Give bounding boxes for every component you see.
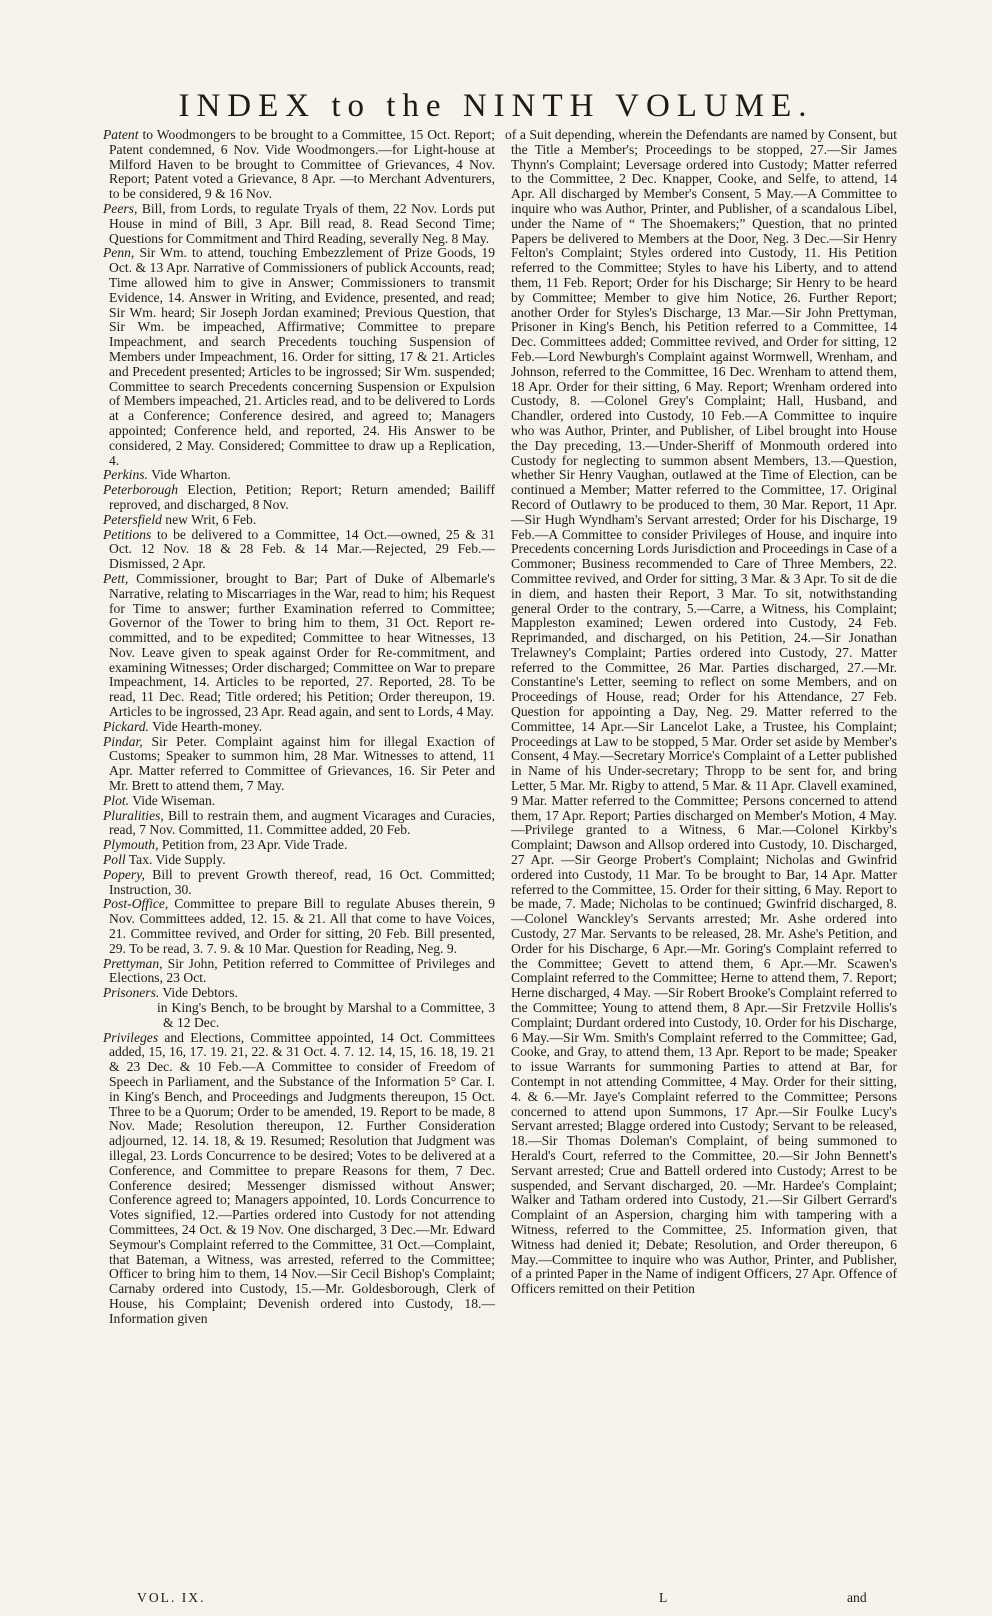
entry-text: Sir Wm. to attend, touching Embezzlement of Prize Goods, 19 Oct. & 13 Apr. Narrative of Commissioners of publick Accounts, read; Time allowed him to give in Answer; Commissioners to transmit Evidence, 14. Answer in Writing, and Evidence, presented, and read; Sir Wm. heard; Sir Joseph Jordan examined; Previous Question, that Sir Wm. be impeached, Affirmative; Committee to prepare Impeachment, and search Precedents touching Suspension of Members under Impeachment, 16. Order for sitting, 17 & 21. Articles and Precedent presented; Articles to be ingrossed; Sir Wm. suspended; Committee to search Precedents concerning Suspension or Expulsion of Members impeached, 21. Articles read, and to be delivered to Lords at a Conference; Conference desired, and agreed to; Managers appointed; Conference held, and reported, 24. His Answer to be considered, 2 May. Considered; Committee to draw up a Replication, 4.	[109, 245, 495, 468]
index-entry	[103, 572, 495, 720]
index-entry	[103, 513, 495, 528]
entry-heading: Petitions	[103, 526, 152, 542]
right-column	[505, 128, 897, 1297]
index-entry	[103, 128, 495, 202]
entry-heading: Post-Office,	[103, 896, 169, 912]
entry-text: Election, Petition; Report; Return amended; Bailiff reproved, and discharged, 8 Nov.	[109, 482, 495, 512]
index-entry	[103, 794, 495, 809]
signature-mark: L	[659, 1590, 668, 1605]
entry-heading: Pett,	[103, 570, 129, 586]
entry-heading: Perkins.	[103, 467, 148, 483]
entry-text: Petition from, 23 Apr. Vide Trade.	[158, 837, 348, 853]
index-entry	[103, 897, 495, 956]
entry-text: in King's Bench, to be brought by Marshal to a Committee, 3 & 12 Dec.	[157, 1000, 495, 1030]
entry-heading: Penn,	[103, 245, 135, 261]
entry-text: Vide Wiseman.	[129, 792, 216, 808]
index-entry	[103, 483, 495, 513]
index-entry	[103, 868, 495, 898]
entry-heading: Pindar,	[103, 733, 143, 749]
entry-text: Bill to restrain them, and augment Vicarages and Curacies, read, 7 Nov. Committed, 11. Committee added, 20 Feb.	[109, 807, 495, 838]
index-entry-continuation: of a Suit depending, wherein the Defendants are named by Consent, but the Title a Member's; Proceedings to be stopped, 27.—Sir James Thynn's Complaint; Leversage ordered into Custody; Matter referred to the Committee, 2 Dec. Knapper, Cooke, and Selfe, to attend, 14 Apr. All discharged by Member's Consent, 5 May.—A Committee to inquire who was Author, Printer, and Publisher, of a scandalous Libel, under the Name of “ The Shoemakers;” Question, that no printed Papers be delivered to Members at the Door, Neg. 3 Dec.—Sir Henry Felton's Complaint; Styles ordered into Custody, 11. His Petition referred to the Committee; Styles to have his Liberty, and to attend them, 11 Feb. Report; Order for his Discharge; Sir Henry to be heard by Committee; Member to give him Notice, 26. Further Report; another Order for Styles's Discharge, 13 Mar.—Sir John Prettyman, Prisoner in King's Bench, his Petition referred to a Committee, 14 Dec. Committees added; Committee revived, and Order for sitting, 12 Feb.—Lord Newburgh's Complaint against Wormwell, Wrenham, and Johnson, referred to the Committee, 16 Dec. Wrenham to attend them, 18 Apr. Order for their sitting, 6 May. Report; Wrenham ordered into Custody, 8. —Colonel Grey's Complaint; Hall, Husband, and Chandler, ordered into Custody, 10 Feb.—A Committee to inquire who was Author, Printer, and Publisher, of Libel brought into House the Day preceding, 13.—Under-Sheriff of Monmouth ordered into Custody for neglecting to summon absent Members, 13.—Question, whether Sir Henry Vaughan, outlawed at the Time of Election, can be continued a Member; Matter referred to the Committee, 17. Original Record of Outlawry to be produced to them, 30 Mar. Report, 11 Apr. —Sir Hugh Wyndham's Servant arrested; Order for his Discharge, 19 Feb.—A Committee to consider Privileges of House, and inquire into Precedents concerning Lords Jurisdiction and Proceedings in Case of a Commoner; Business recommended to Care of Three Members, 22. Committee revived, and Order for sitting, 3 Mar. & 3 Apr. To sit de die in diem, and hasten their Report, 3 Mar. To sit, notwithstanding general Order to the contrary, 5.—Carre, a Witness, his Complaint; Mappleston examined; Lewen ordered into Custody, 24 Feb. Reprimanded, and discharged, on his Petition, 24.—Sir Jonathan Trelawney's Complaint; Parties ordered into Custody, 27. Matter referred to the Committee, 26 Mar. Parties discharged, 27.—Mr. Constantine's Letter, seeming to reflect on some Members, and on Proceedings of House, read; Order for his Attendance, 27 Feb. Question for appointing a Day, Neg. 29. Matter referred to the Committee, 14 Apr.—Sir Lancelot Lake, a Trustee, his Complaint; Proceedings at Law to be stopped, 5 Mar. Order set aside by Member's Consent, 4 May.—Secretary Morrice's Complaint of a Letter published in Name of his Under-secretary; Thropp to be sent for, and bring Letter, 5 Mar. Mr. Rigby to attend, 5 Mar. & 11 Apr. Clavell examined, 9 Mar. Matter referred to the Committee; Persons concerned to attend them, 17 Apr. Report; Parties discharged on Member's Motion, 4 May.—Privilege granted to a Witness, 6 Mar.—Colonel Kirkby's Complaint; Dawson and Allsop ordered into Custody, 10. Discharged, 27 Apr. —Sir George Probert's Complaint; Nicholas and Gwinfrid ordered into Custody, 11 Mar. To be brought to Bar, 14 Apr. Matter referred to the Committee, 15. Order for their sitting, 6 May. Report to be made, 7. Made; Nicholas to be continued; Gwinfrid discharged, 8.—Colonel Wanckley's Servants arrested; Mr. Ashe ordered into Custody, 27 Mar. Servants to be released, 28. Mr. Ashe's Petition, and Order for his Discharge, 6 Apr.—Mr. Goring's Complaint referred to the Committee; Gevett to attend them, 6 Apr.—Mr. Scawen's Complaint referred to the Committee; Herne to attend them, 7. Report; Herne discharged, 4 May. —Sir Robert Brooke's Complaint referred to the Committee; Young to attend them, 8 Apr.—Sir Fretzvile Hollis's Complaint; Durdant ordered into Custody, 10. Order for his Discharge, 6 May.—Sir Wm. Smith's Complaint referred to the Committee; Gad, Cooke, and Gray, to attend them, 13 Apr. Report to be made; Speaker to issue Warrants for summoning Parties to attend at Bar, for Contempt in not attending Committee, 4 May. Order for their sitting, 4. & 6.—Mr. Jaye's Complaint referred to the Committee; Persons concerned to attend upon Summons, 17 Apr.—Sir Foulke Lucy's Servant arrested; Blagge ordered into Custody; Servant to be released, 18.—Sir Thomas Doleman's Complaint, of being summoned to Herald's Court, referred to the Committee, 20.—Sir John Bennett's Servant arrested; Crue and Battell ordered into Custody; Arrest to be suspended, and Servant discharged, 20. —Mr. Hardee's Complaint; Walker and Tatham ordered into Custody, 21.—Sir Gilbert Gerrard's Complaint of an Aspersion, charging him with tampering with a Witness, referred to the Committee, 25. Information given, that Witness had denied it; Debate; Resolution, and Order thereupon, 6 May.—Committee to inquire who was Author, Printer, and Publisher, of a printed Paper in the Name of indigent Officers, 27 Apr. Offence of Officers remitted on their Petition	[505, 127, 897, 1297]
index-entry	[103, 1031, 495, 1327]
entry-text: Tax. Vide Supply.	[125, 852, 226, 868]
entry-heading: Pickard.	[103, 718, 149, 734]
entry-text: new Writ, 6 Feb.	[161, 511, 257, 527]
entry-text: Vide Wharton.	[147, 467, 231, 483]
entry-text: Sir Peter. Complaint against him for illegal Exaction of Customs; Speaker to summon him, 28 Mar. Witnesses to attend, 11 Apr. Matter referred to Committee of Grievances, 16. Sir Peter and Mr. Brett to attend them, 7 May.	[109, 733, 495, 794]
entry-heading: Poll	[103, 852, 126, 868]
entry-heading: Petersfield	[103, 511, 162, 527]
entry-heading: Prisoners.	[103, 985, 160, 1001]
entry-heading: Peterborough	[103, 482, 179, 498]
index-entry	[103, 735, 495, 794]
entry-text: Sir John, Petition referred to Committee of Privileges and Elections, 23 Oct.	[109, 955, 495, 986]
index-entry	[103, 986, 495, 1001]
entry-heading: Patent	[103, 127, 139, 142]
index-entry	[103, 957, 495, 987]
entry-text: Vide Debtors.	[159, 985, 238, 1001]
index-entry	[103, 720, 495, 735]
page-title: INDEX to the NINTH VOLUME.	[178, 88, 814, 124]
index-entry	[103, 468, 495, 483]
catchword: and	[847, 1590, 867, 1605]
index-entry	[103, 809, 495, 839]
left-column	[103, 128, 495, 1327]
entry-heading: Plot.	[103, 792, 130, 808]
index-entry	[103, 838, 495, 853]
entry-text: Bill, from Lords, to regulate Tryals of them, 22 Nov. Lords put House in mind of Bill, 3 Apr. Bill read, 8. Read Second Time; Questions for Commitment and Third Reading, severally Neg. 8 May.	[109, 200, 495, 246]
entry-text: to be delivered to a Committee, 14 Oct.—owned, 25 & 31 Oct. 12 Nov. 18 & 28 Feb. & 14 Mar.—Rejected, 29 Feb.—Dismissed, 2 Apr.	[109, 526, 495, 572]
entry-text: Vide Hearth-money.	[148, 718, 263, 734]
volume-number: VOL. IX.	[137, 1590, 206, 1605]
entry-text: Commissioner, brought to Bar; Part of Duke of Albemarle's Narrative, relating to Miscarriages in the War, read to him; his Request for Time to answer; further Examination referred to Committee; Governor of the Tower to bring him to them, 31 Oct. Report re-committed, and to be expedited; Committee to hear Witnesses, 13 Nov. Leave given to speak against Order for Re-commitment, and examining Witnesses; Order discharged; Committee on War to prepare Impeachment, 14. Articles to be reported, 27. Reported, 28. To be read, 11 Dec. Read; Title ordered; his Petition; Order thereupon, 19. Articles to be ingrossed, 23 Apr. Read again, and sent to Lords, 4 May.	[109, 570, 495, 720]
entry-heading: Prettyman,	[103, 955, 163, 971]
entry-text: Committee to prepare Bill to regulate Abuses therein, 9 Nov. Committees added, 12. 15. & 21. All that come to have Voices, 21. Committee revived, and Order for sitting, 20 Feb. Bill presented, 29. To be read, 3. 7. 9. & 10 Mar. Question for Reading, Neg. 9.	[109, 896, 495, 956]
entry-text: and Elections, Committee appointed, 14 Oct. Committees added, 15, 16, 17. 19. 21, 22. & 31 Oct. 4. 7. 12. 14, 15, 16. 18, 19. 21 & 23 Dec. & 10 Feb.—A Committee to consider of Freedom of Speech in Parliament, and the Substance of the Information 5° Car. I. in King's Bench, and Proceedings and Judgments thereupon, 15 Oct. Three to be a Quorum; Order to be amended, 19. Report to be made, 8 Nov. Made; Resolution thereupon, 12. Further Consideration adjourned, 12. 14. 18, & 19. Resumed; Resolution that Judgment was illegal, 23. Lords Concurrence to be desired; Votes to be delivered at a Conference, and Committee to prepare Reasons for them, 7 Dec. Conference desired; Messenger dismissed without Answer; Conference agreed to; Managers appointed, 10. Lords Concurrence to Votes signified, 12.—Parties ordered into Custody for not attending Committees, 24 Oct. & 19 Nov. One discharged, 3 Dec.—Mr. Edward Seymour's Complaint referred to the Committee, 31 Oct.—Complaint, that Bateman, a Witness, was arrested, referred to the Committee; Officer to bring him to them, 14 Nov.—Sir Cecil Bishop's Complaint; Carnaby ordered into Custody, 15.—Mr. Goldesborough, Clerk of House, his Complaint; Devenish ordered into Custody, 18.—Information given	[109, 1029, 495, 1326]
entry-heading: Plymouth,	[103, 837, 159, 853]
index-entry	[103, 853, 495, 868]
index-entry	[103, 528, 495, 572]
entry-text: to Woodmongers to be brought to a Committee, 15 Oct. Report; Patent condemned, 6 Nov. Vide Woodmongers.—for Light-house at Milford Haven to be brought to Committee of Grievances, 4 Nov. Report; Patent voted a Grievance, 8 Apr. —to Merchant Adventurers, to be considered, 9 & 16 Nov.	[109, 127, 495, 202]
entry-heading: Popery,	[103, 866, 145, 882]
entry-heading: Privileges	[103, 1029, 159, 1045]
entry-heading: Pluralities,	[103, 807, 164, 823]
entry-heading: Peers,	[103, 200, 138, 216]
entry-text: Bill to prevent Growth thereof, read, 16 Oct. Committed; Instruction, 30.	[109, 866, 495, 897]
index-entry	[103, 202, 495, 246]
index-entry	[103, 1001, 495, 1031]
index-entry	[103, 246, 495, 468]
